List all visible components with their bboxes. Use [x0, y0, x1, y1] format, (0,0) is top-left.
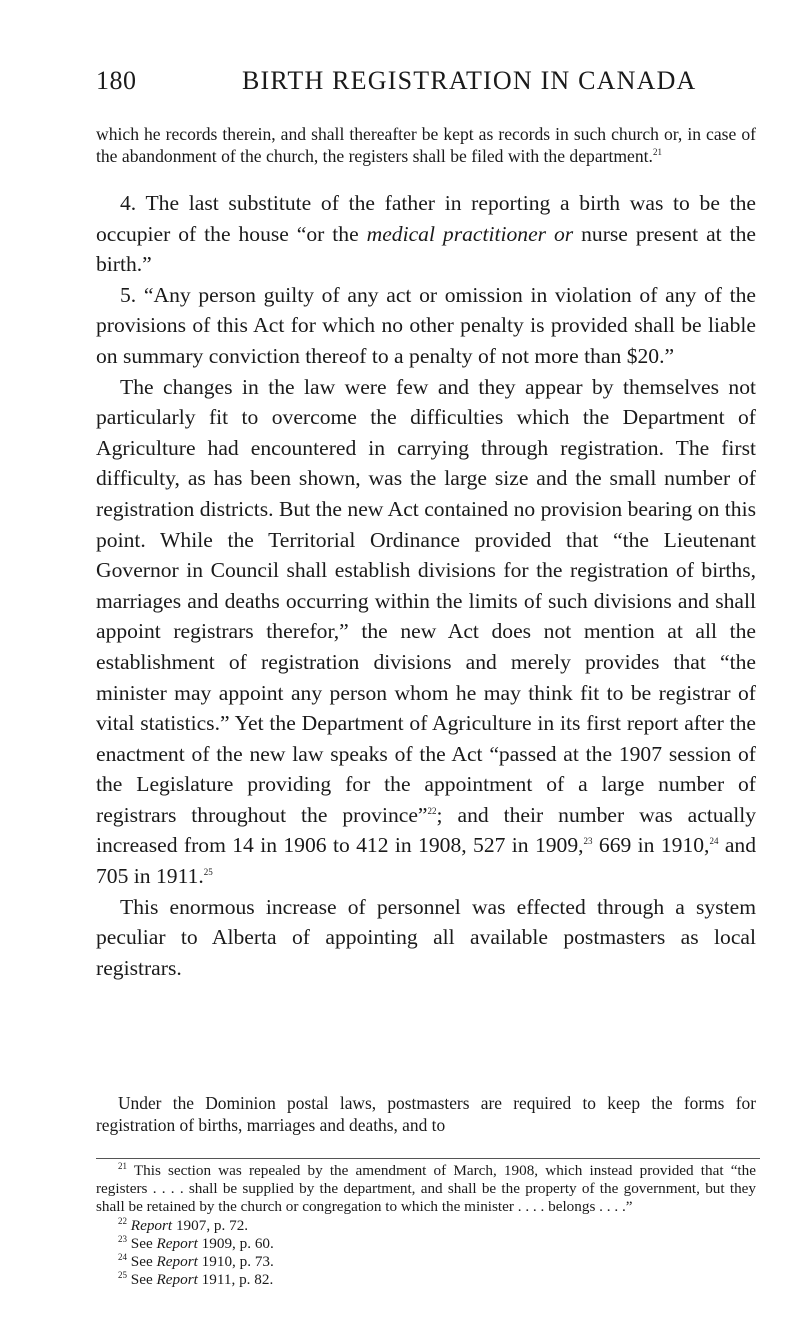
paragraph-item-4 [96, 188, 756, 280]
paragraph-text: 669 in 1910, [592, 833, 710, 858]
paragraph-changes [96, 372, 756, 892]
footnote-divider [96, 1158, 760, 1159]
footnote-mark: 24 [118, 1251, 127, 1262]
emphasis-text: medical practitioner or [366, 221, 574, 246]
paragraph-postal: Under the Dominion postal laws, postmasters are required to keep the forms for registration of births, marriages and deaths, and to [96, 1093, 756, 1135]
footnote-mark: 22 [118, 1215, 127, 1226]
paragraph-text: 4. The last substitute of the father in reporting a birth was to be the occupier of the house “or the [96, 191, 756, 246]
footnote-text: 1909, p. 60. [197, 1234, 274, 1252]
footnote-text: 1911, p. 82. [197, 1271, 274, 1289]
paragraph-increase: This enormous increase of personnel was effected through a system peculiar to Alberta of appointing all available postmasters as local registrars. [96, 894, 756, 980]
footnote-22 [96, 1217, 756, 1235]
paragraph-text: which he records therein, and shall thereafter be kept as records in such church or, in case of the abandonment of the church, the registers shall be filed with the department. [96, 124, 756, 166]
footnote-text: See [127, 1253, 157, 1271]
footnote-text: 1907, p. 72. [172, 1216, 249, 1234]
paragraph-item-5: 5. “Any person guilty of any act or omission in violation of any of the provisions of this Act for which no other penalty is provided shall be liable on summary conviction thereof to a penalty of not more than $20.” [96, 282, 756, 368]
postal-laws-text [96, 1092, 756, 1136]
main-text [96, 188, 756, 983]
footnote-25 [96, 1271, 756, 1289]
emphasis-text: Report [130, 1216, 173, 1234]
footnote-text: See [127, 1234, 157, 1252]
footnote-24 [96, 1253, 756, 1271]
footnote-mark: 25 [118, 1270, 127, 1281]
footnote-ref-23: 23 [583, 836, 593, 847]
paragraph-text: The changes in the law were few and they appear by themselves not particularly fit to overcome the difficulties which the Department of Agriculture had encountered in carrying through registration. The first difficulty, as has been shown, was the large size and the small number of registration districts. But the new Act contained no provision bearing on this point. While the Territorial Ordinance provided that “the Lieutenant Governor in Council shall establish divisions for the registration of births, marriages and deaths occurring within the limits of such divisions and shall appoint registrars therefor,” the new Act does not mention at all the establishment of registration divisions and merely provides that “the minister may appoint any person whom he may think fit to be registrar of vital statistics.” Yet the Department of Agriculture in its first report after the enactment of the new law speaks of the Act “passed at the 1907 session of the Legislature providing for the appointment of a large number of registrars throughout the province” [96, 374, 756, 827]
paragraph-text: and 705 in 1911. [96, 833, 757, 889]
footnote-23 [96, 1235, 756, 1253]
footnote-text: See [127, 1271, 157, 1289]
paragraph-text: nurse present at the birth.” [96, 221, 756, 277]
footnote-ref-25: 25 [203, 866, 213, 877]
footnote-text: 1910, p. 73. [197, 1253, 274, 1271]
paragraph-continued [96, 123, 756, 167]
emphasis-text: Report [156, 1253, 198, 1271]
emphasis-text: Report [156, 1234, 198, 1252]
footnote-ref-22: 22 [427, 805, 437, 816]
footnote-mark: 21 [118, 1160, 127, 1171]
footnote-ref-21: 21 [652, 147, 662, 158]
footnotes [96, 1162, 756, 1289]
footnote-ref-24: 24 [709, 836, 719, 847]
quoted-continuation [96, 123, 756, 167]
footnote-mark: 23 [118, 1233, 127, 1244]
paragraph-text: ; and their number was actually increased from 14 in 1906 to 412 in 1908, 527 in 1909, [96, 802, 756, 858]
footnote-text: This section was repealed by the amendment of March, 1908, which instead provided that “the registers . . . . shall be supplied by the department, and shall be the property of the government, but they shall be retained by the church or congregation to which the minister . . . . belongs . . . .” [96, 1162, 756, 1216]
page-number: 180 [96, 66, 137, 95]
emphasis-text: Report [156, 1271, 198, 1289]
running-title: BIRTH REGISTRATION IN CANADA [242, 66, 697, 95]
footnote-21 [96, 1162, 756, 1217]
page-header [96, 66, 740, 106]
